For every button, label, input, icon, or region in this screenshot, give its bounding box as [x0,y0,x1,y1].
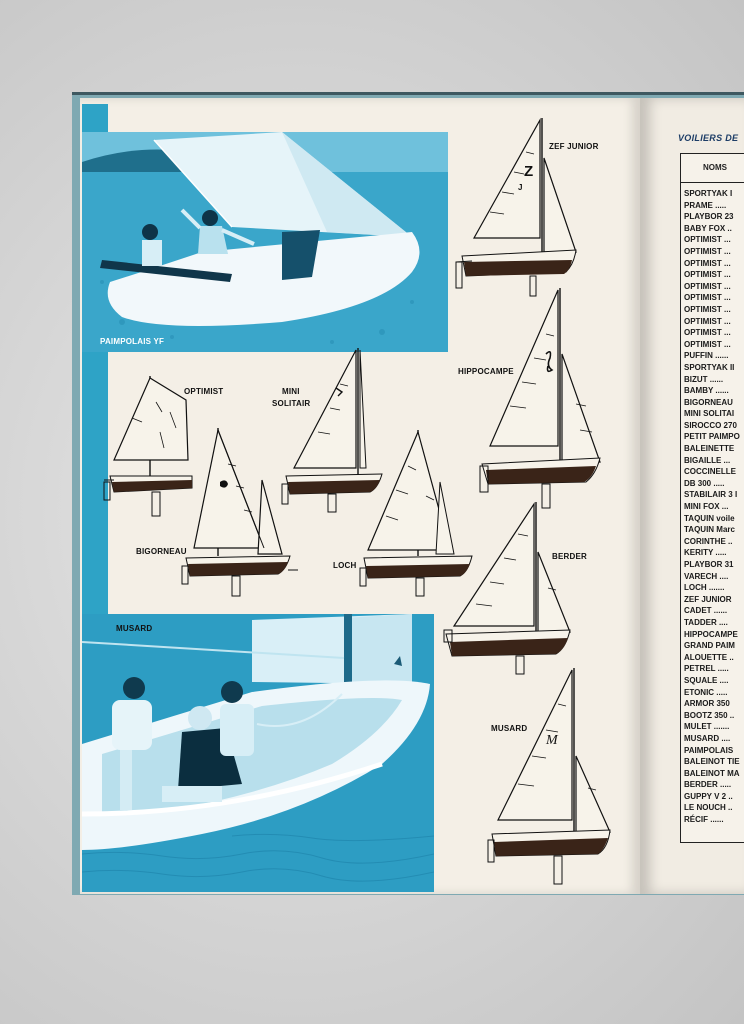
table-row: KERITY ..... [684,548,727,558]
table-row: ZEF JUNIOR [684,594,732,604]
berder-drawing [440,498,578,678]
optimist-label: OPTIMIST [184,387,224,396]
table-row: OPTIMIST ... [684,316,731,326]
zef-junior-drawing [452,112,582,298]
table-row: OPTIMIST ... [684,328,731,338]
table-row: COCCINELLE [684,467,736,477]
table-row: SIROCCO 270 [684,420,737,430]
table-row: MULET ....... [684,722,730,732]
table-row: BABY FOX .. [684,223,732,233]
table-row: PRAME ..... [684,200,727,210]
table-row: TADDER .... [684,617,728,627]
table-row: TAQUIN voile [684,513,735,523]
table-row: BIGAILLE ... [684,455,731,465]
berder-label: BERDER [552,552,587,561]
table-row: BIZUT ...... [684,374,724,384]
table-header-noms: NOMS [703,163,727,172]
table-row: SQUALE .... [684,675,729,685]
table-row: GRAND PAIM [684,641,735,651]
accent-bar-top [82,104,108,134]
table-row: GUPPY V 2 .. [684,791,733,801]
table-rows [684,188,744,826]
table-row: OPTIMIST ... [684,270,731,280]
table-row: PAIMPOLAIS [684,745,734,755]
paimpolais-label: PAIMPOLAIS YF [100,337,165,346]
table-row: MINI SOLITAI [684,409,735,419]
table-row: RÉCIF ...... [684,815,724,825]
table-row: ARMOR 350 [684,699,730,709]
table-row: BALEINETTE [684,444,735,454]
table-row: OPTIMIST ... [684,281,731,291]
loch-label: LOCH [333,561,357,570]
table-row: BAMBY ...... [684,386,729,396]
bigorneau-drawing [178,424,300,598]
svg-text:Z: Z [524,163,534,180]
table-row: PLAYBOR 23 [684,212,734,222]
table-row: BOOTZ 350 .. [684,710,735,720]
musard-drawing [484,664,618,888]
zef-junior-label: ZEF JUNIOR [549,142,599,151]
boat-names-table [680,153,744,843]
table-row: HIPPOCAMPE [684,629,738,639]
table-row: LE NOUCH .. [684,803,733,813]
table-row: BALEINOT TIE [684,757,740,767]
musard-photo-label: MUSARD [116,624,153,633]
table-row: STABILAIR 3 I [684,490,738,500]
table-row: CADET ...... [684,606,728,616]
table-row: MUSARD .... [684,733,731,743]
table-row: ALOUETTE .. [684,652,734,662]
hippocampe-label: HIPPOCAMPE [458,367,514,376]
table-row: PETIT PAIMPO [684,432,740,442]
table-row: PETREL ..... [684,664,729,674]
table-row: OPTIMIST ... [684,293,731,303]
table-row: PLAYBOR 31 [684,560,734,569]
table-row: MINI FOX ... [684,502,729,512]
bigorneau-label: BIGORNEAU [136,547,187,556]
table-row: DB 300 ..... [684,478,725,488]
paimpolais-photo [82,132,448,352]
mini-solitair-label-line1: MINI [282,387,300,396]
table-header [681,154,744,183]
svg-text:J: J [518,183,523,192]
table-row: OPTIMIST ... [684,235,731,245]
mini-solitair-label-line2: SOLITAIR [272,399,311,408]
table-title: VOILIERS DE [678,133,739,143]
table-row: SPORTYAK I [684,189,733,198]
table-row: CORINTHE .. [684,536,733,546]
table-row: LOCH ....... [684,583,725,593]
table-row: OPTIMIST ... [684,258,731,268]
musard-drawing-label: MUSARD [491,724,528,733]
table-row: OPTIMIST ... [684,246,731,256]
musard-photo-art [82,614,434,892]
svg-text:M: M [546,733,558,748]
hippocampe-drawing [476,284,606,510]
paimpolais-photo-art [82,132,448,352]
table-row: OPTIMIST ... [684,304,731,314]
table-row: PUFFIN ...... [684,351,729,361]
musard-photo [82,614,434,892]
table-row: BERDER ..... [684,780,732,790]
table-row: SPORTYAK II [684,362,735,372]
table-row: OPTIMIST ... [684,339,731,349]
table-row: ETONIC ..... [684,687,728,697]
table-row: BIGORNEAU [684,397,733,407]
table-row: VARECH .... [684,571,729,581]
table-row: BALEINOT MA [684,768,740,778]
table-row: TAQUIN Marc [684,525,735,535]
